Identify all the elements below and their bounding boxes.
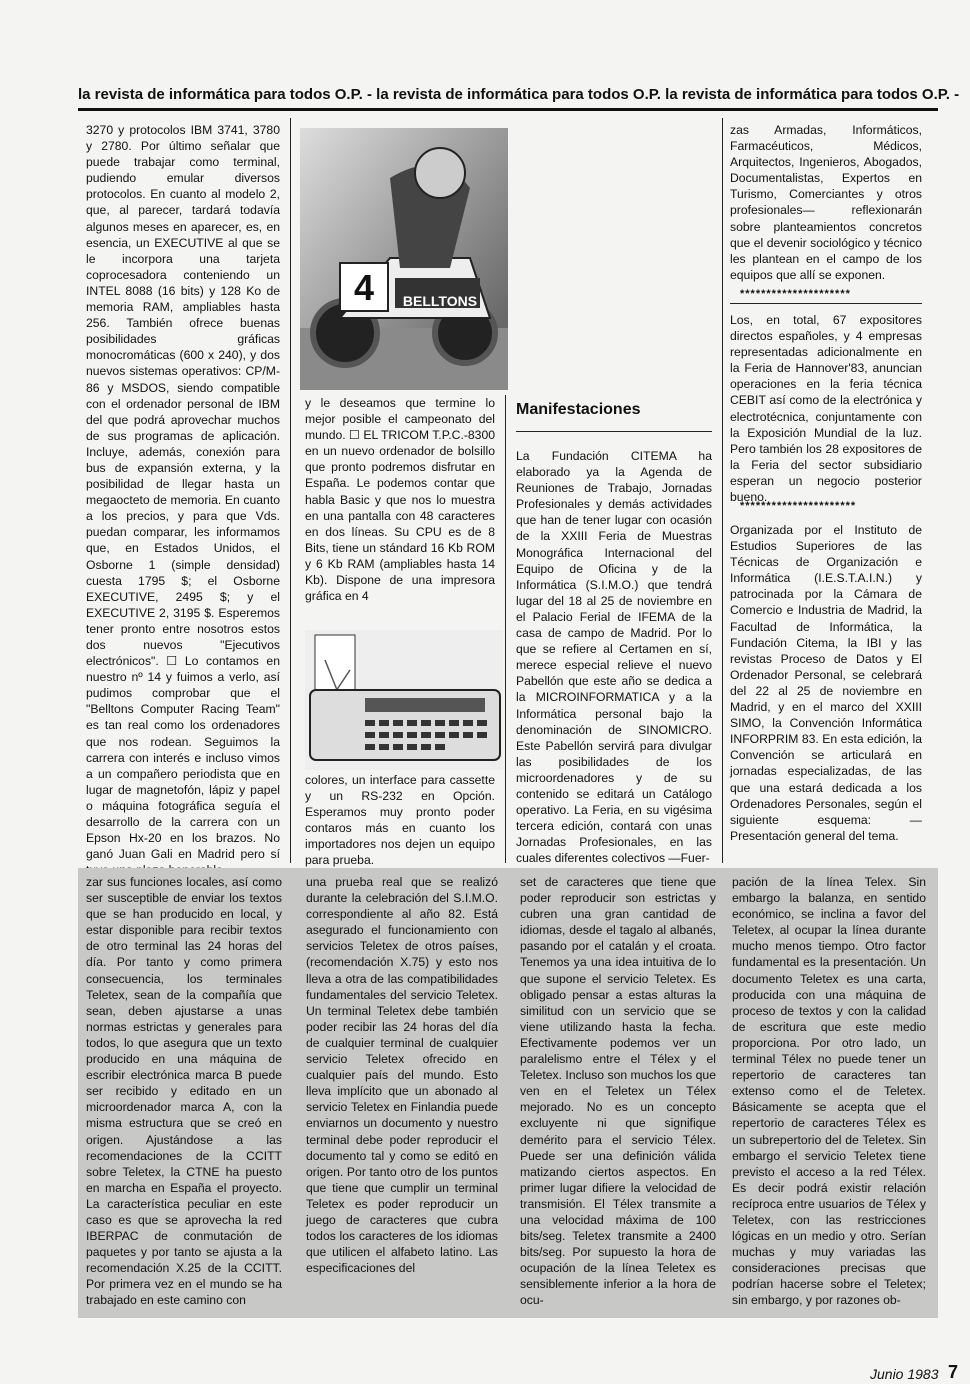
teletex-column-4 bbox=[732, 874, 926, 1314]
teletex-column-1-body: zar sus funciones locales, así como ser susceptible de enviar los textos que se han producido en local, y estar disponible para recibir textos de otro terminal las 24 horas del día. Por tanto y como primera consecuencia, los terminales Teletex, sean de la compañía que sean, deben ajustarse a unas normas estrictas y generales para todos, lo que asegura que un texto producido en una máquina de escribir electrónica marca B puede ser recibido y editado en un microordenador marca A, con la misma estructura que se creó en origen. Ajustándose a las recomendaciones de la CCITT sobre Teletex, la CTNE ha puesto en marcha en España el proyecto. La característica peculiar en este caso es que se aprovecha la red IBERPAC de conmutación de paquetes y por tanto se ajusta a la recomendación X.25 de la CCITT. Por primera vez en el mundo se ha trabajado en este camino con bbox=[86, 875, 282, 1308]
running-header: la revista de informática para todos O.P. - la revista de informática para todos O.P. la revista de informática para todos O.P. - bbox=[78, 86, 960, 103]
teletex-column-2-body: una prueba real que se realizó durante la celebración del S.I.M.O. correspondiente al año 82. Está asegurado el funcionamiento con servicios Teletex de otros países, (recomendación X.75) y esto nos lleva a otra de las compatibilidades fundamentales del servicio Teletex. Un terminal Teletex debe también poder recibir las 24 horas del día de cualquier terminal de cualquier servicio Teletex ofrecido en cualquier país del mundo. Esto lleva implícito que un abonado al servicio Teletex en Finlandia puede enviarnos un documento y nuestro terminal debe poder reproducir el documento tal y como se editó en origen. Por tanto otro de los puntos que tiene que cumplir un terminal Teletex es poder reproducir un juego de caracteres que cubra todos los caracteres de los idiomas que utilicen el alfabeto latino. Las especificaciones del bbox=[306, 875, 498, 1276]
separator-stars: ********************* bbox=[740, 288, 851, 300]
column-2-text bbox=[305, 395, 495, 630]
column-4-middle-body: Los, en total, 67 expositores directos españoles, y 4 empresas representadas adicionalmente en la Feria de Hannover'83, anuncian operaciones en la feria técnica CEBIT así como de la electrónica y electrotécnica, conjuntamente con la Exposición Mundial de la luz. Pero también los 28 expositores de la Feria del sector subsidiario esperan un negocio posterior bueno. bbox=[730, 313, 922, 505]
motorcycle-photo bbox=[300, 128, 508, 390]
bike-number: 4 bbox=[353, 267, 375, 308]
separator-rule bbox=[730, 303, 922, 304]
teletex-column-1 bbox=[86, 874, 282, 1314]
column-3-text bbox=[516, 448, 712, 866]
separator-stars-2: ********************** bbox=[740, 500, 857, 512]
teletex-column-2 bbox=[306, 874, 498, 1314]
column-2-continued bbox=[305, 772, 495, 868]
column-1-text bbox=[86, 122, 280, 862]
pocket-computer-photo bbox=[305, 630, 503, 770]
sponsor-label: BELLTONS bbox=[402, 293, 478, 309]
column-4-bottom bbox=[730, 522, 922, 862]
column-divider-3 bbox=[722, 118, 723, 863]
teletex-column-3-body: set de caracteres que tiene que poder reproducir son estrictas y cubren una gran cantidad de idiomas, desde el tagalo al albanés, pasando por el catalán y el croata. Tenemos ya una idea intuitiva de lo que supone el servicio Teletex. Es obligado pensar a estas alturas la similitud con un servicio que se viene utilizando hasta la fecha. Efectivamente podemos ver un paralelismo entre el Télex y el Teletex. Incluso son muchos los que ven en el Teletex un Télex mejorado. No es un concepto excluyente ni que signifique demérito para el servicio Télex. Puede ser una definición válida matizando ciertos aspectos. En primer lugar difiere la velocidad de transmisión. El Télex transmite a una velocidad máxima de 100 bits/seg. Teletex transmite a 2400 bits/seg. Por supuesto la hora de ocupación de la línea Teletex es sensiblemente inferior a la hora de ocu- bbox=[520, 875, 716, 1308]
pocket-computer-illustration bbox=[305, 630, 503, 770]
column-4-middle bbox=[730, 312, 922, 505]
section-title-manifestaciones: Manifestaciones bbox=[516, 401, 712, 432]
column-2-body: y le deseamos que termine lo mejor posible el campeonato del mundo. ☐ EL TRICOM T.P.C.-8300 en un nuevo ordenador de bolsillo que pronto podremos disfrutar en España. Le podemos contar que habla Basic y que nos lo muestra en una pantalla con 48 caracteres en dos líneas. Su CPU es de 8 Bits, tiene un stándard 16 Kb ROM y 6 Kb RAM (ampliables hasta 14 Kb). Dispone de una impresora gráfica en 4 bbox=[305, 396, 495, 604]
teletex-column-4-body: pación de la línea Telex. Sin embargo la balanza, en sentido económico, se inclina a favor del Teletex, al ocupar la línea durante mucho menos tiempo. Otro factor fundamental es la presentación. Un documento Teletex es una carta, producida con una máquina de proceso de textos y con la calidad de escritura que este medio proporciona. Por otro lado, un terminal Télex no puede tener un repertorio de caracteres tan extenso como el de Teletex. Básicamente se acepta que el repertorio de caracteres Télex es un subrepertorio del de Teletex. Sin embargo el servicio Teletex tiene previsto el acceso a la red Télex. Es decir podrá existir relación recíproca entre usuarios de Télex y Teletex, con las restricciones lógicas en un medio y otro. Serían muchas y muy variadas las consideraciones precisas que podrían hacerse sobre el Teletex; sin embargo, y por razones ob- bbox=[732, 875, 926, 1308]
column-1-body: 3270 y protocolos IBM 3741, 3780 y 2780. Por último señalar que puede trabajar como terminal, pudiendo emular diversos protocolos. En cuanto al modelo 2, que, al parecer, tardará todavía algunos meses en aparecer, es, en esencia, un EXECUTIVE al que se le incorpora una tarjeta coprocesadora conteniendo un INTEL 8088 (16 bits) y 128 Ko de memoria RAM, ampliables hasta 256. También ofrece buenas posibilidades gráficas monocromáticas (600 x 240), y dos nuevos sistemas operativos: CP/M-86 y MSDOS, siendo compatible con el ordenador personal de IBM del que podrá aprovechar muchos de sus programas de aplicación. Incluye, además, conexión para bus de expansión externa, y la posibilidad de llegar hasta un megaocteto de memoria. En cuanto a los precios, y para que Vds. puedan comparar, les informamos que, en Estados Unidos, el Osborne 1 (simple densidad) cuesta 1795 $; el Osborne EXECUTIVE, 2495 $; y el EXECUTIVE 2, 3195 $. Esperemos tener pronto entre nosotros estos dos nuevos "Ejecutivos electrónicos". ☐ Lo contamos en nuestro nº 14 y fuimos a verlo, así pudimos comprobar que el "Belltons Computer Racing Team" es tan real como los ordenadores que nos rodean. Seguimos la carrera con interés e incluso vimos a un compañero periodista que en lugar de magnetofón, lápiz y papel o máquina fotográfica seguía el desarrollo de la carrera con un Epson Hx-20 en los brazos. No ganó Juan Gali en Madrid pero sí bbox=[86, 123, 280, 862]
column-3-body: La Fundación CITEMA ha elaborado ya la Agenda de Reuniones de Trabajo, Jornadas Profesionales y demás actividades que han de tener lugar con ocasión de la XXIII Feria de Muestras Monográfica Internacional del Equipo de Oficina y de la Informática (S.I.M.O.) que tendrá lugar del 18 al 25 de noviembre en el Palacio Ferial de IFEMA de la casa de campo de Madrid. Por lo que se refiere al Certamen en sí, merece especial relieve el nuevo Pabellón que este año se dedica a la MICROINFORMATICA y a la Informática personal bajo la denominación de SINOMICRO. Este Pabellón servirá para divulgar las posibilidades de los microordenadores y de su contenido se editará un Catálogo operativo. La Feria, en su vigésima tercera edición, contará con unas Jornadas Profesionales, en las cuales diferentes colectivos —Fuer- bbox=[516, 449, 712, 866]
teletex-column-3 bbox=[520, 874, 716, 1314]
header-rule bbox=[78, 108, 938, 111]
footer-date: Junio 1983 bbox=[870, 1366, 939, 1382]
column-4-bottom-body: Organizada por el Instituto de Estudios Superiores de las Técnicas de Organización e Informática (I.E.S.T.A.I.N.) y patrocinada por la Cámara de Comercio e Industria de Madrid, la Facultad de Informática, la Fundación Citema, la IBI y las revistas Proceso de Datos y El Ordenador Personal, se celebrará del 22 al 25 de noviembre en Madrid, y en el marco del XXIII SIMO, la Convención Informática INFORPRIM 83. En esta edición, la Convención se articulará en jornadas especializadas, de las que una estará dedicada a los Ordenadores Personales, según el siguiente esquema: — Presentación general del tema. bbox=[730, 523, 922, 843]
motorcycle-illustration bbox=[300, 128, 508, 390]
column-2-continued-body: colores, un interface para cassette y un RS-232 en Opción. Esperamos muy pronto poder contaros más en cuanto los importadores nos dejen un equipo para prueba. bbox=[305, 773, 495, 868]
column-divider bbox=[290, 118, 291, 863]
column-divider-2 bbox=[505, 395, 506, 863]
column-4-body: zas Armadas, Informáticos, Farmacéuticos, Médicos, Arquitectos, Ingenieros, Abogados, Documentalistas, Expertos en Turismo, Comerciantes y otros profesionales— reflexionarán sobre planteamientos concretos que el devenir sociológico y técnico les plantean en el campo de los equipos que allí se exponen. bbox=[730, 123, 922, 282]
column-4-text bbox=[730, 122, 922, 282]
page-number: 7 bbox=[948, 1362, 959, 1382]
